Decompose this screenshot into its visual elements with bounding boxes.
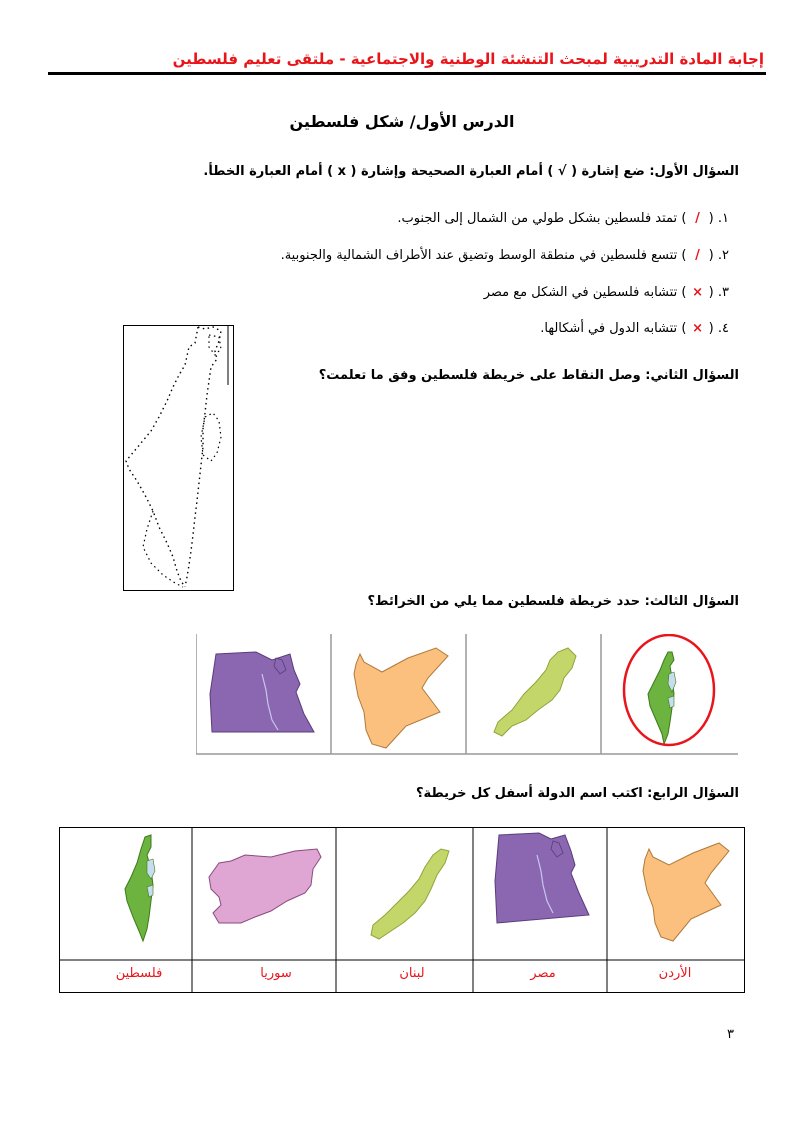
answer-label-syria: سوريا (260, 966, 292, 981)
question-1-item: ١. ( / ) تمتد فلسطين بشكل طولي من الشمال إلى الجنوب. (397, 211, 729, 226)
question-4-heading: السؤال الرابع: اكتب اسم الدولة أسفل كل خريطة؟ (416, 786, 739, 801)
item-number: ١. (717, 211, 729, 226)
jordan-map (354, 648, 448, 748)
question-2-heading: السؤال الثاني: وصل النقاط على خريطة فلسطين وفق ما تعلمت؟ (318, 368, 739, 383)
palestine-dotted-outline-map (123, 325, 234, 591)
palestine-map (125, 835, 155, 941)
answer-mark: / (695, 211, 700, 226)
item-number: ٣. (717, 285, 729, 300)
egypt-map (210, 652, 314, 732)
map-choices-row (196, 634, 738, 756)
item-text: تمتد فلسطين بشكل طولي من الشمال إلى الجنوب. (397, 211, 678, 226)
question-1-heading: السؤال الأول: ضع إشارة ( √ ) أمام العبارة الصحيحة وإشارة ( x ) أمام العبارة الخطأ. (203, 164, 739, 179)
answer-mark: × (692, 285, 703, 300)
item-number: ٤. (717, 321, 729, 336)
question-1-item: ٣. ( × ) تتشابه فلسطين في الشكل مع مصر (483, 285, 729, 300)
answer-label-egypt: مصر (530, 966, 556, 981)
question-1-item: ٢. ( / ) تتسع فلسطين في منطقة الوسط وتضيق عند الأطراف الشمالية والجنوبية. (280, 248, 729, 263)
jordan-map (643, 843, 729, 941)
header-title: إجابة المادة التدريبية لمبحث التنشئة الوطنية والاجتماعية - ملتقى تعليم فلسطين (172, 50, 764, 68)
lebanon-map (371, 849, 449, 939)
lebanon-map (494, 648, 576, 736)
answer-mark: × (692, 321, 703, 336)
egypt-map (495, 833, 589, 923)
lesson-title: الدرس الأول/ شكل فلسطين (289, 112, 515, 131)
item-number: ٢. (717, 248, 729, 263)
answer-label-jordan: الأردن (658, 966, 692, 981)
page-number: ٣ (727, 1027, 734, 1042)
answer-label-lebanon: لبنان (399, 966, 425, 981)
palestine-map (648, 652, 676, 744)
header-rule (48, 72, 766, 75)
item-text: تتشابه فلسطين في الشكل مع مصر (483, 285, 678, 300)
question-3-heading: السؤال الثالث: حدد خريطة فلسطين مما يلي من الخرائط؟ (367, 594, 739, 609)
question-1-item: ٤. ( × ) تتشابه الدول في أشكالها. (540, 321, 729, 336)
syria-map (209, 849, 321, 923)
item-text: تتسع فلسطين في منطقة الوسط وتضيق عند الأطراف الشمالية والجنوبية. (280, 248, 678, 263)
answer-mark: / (695, 248, 700, 263)
item-text: تتشابه الدول في أشكالها. (540, 321, 678, 336)
answer-label-palestine: فلسطين (115, 966, 163, 981)
